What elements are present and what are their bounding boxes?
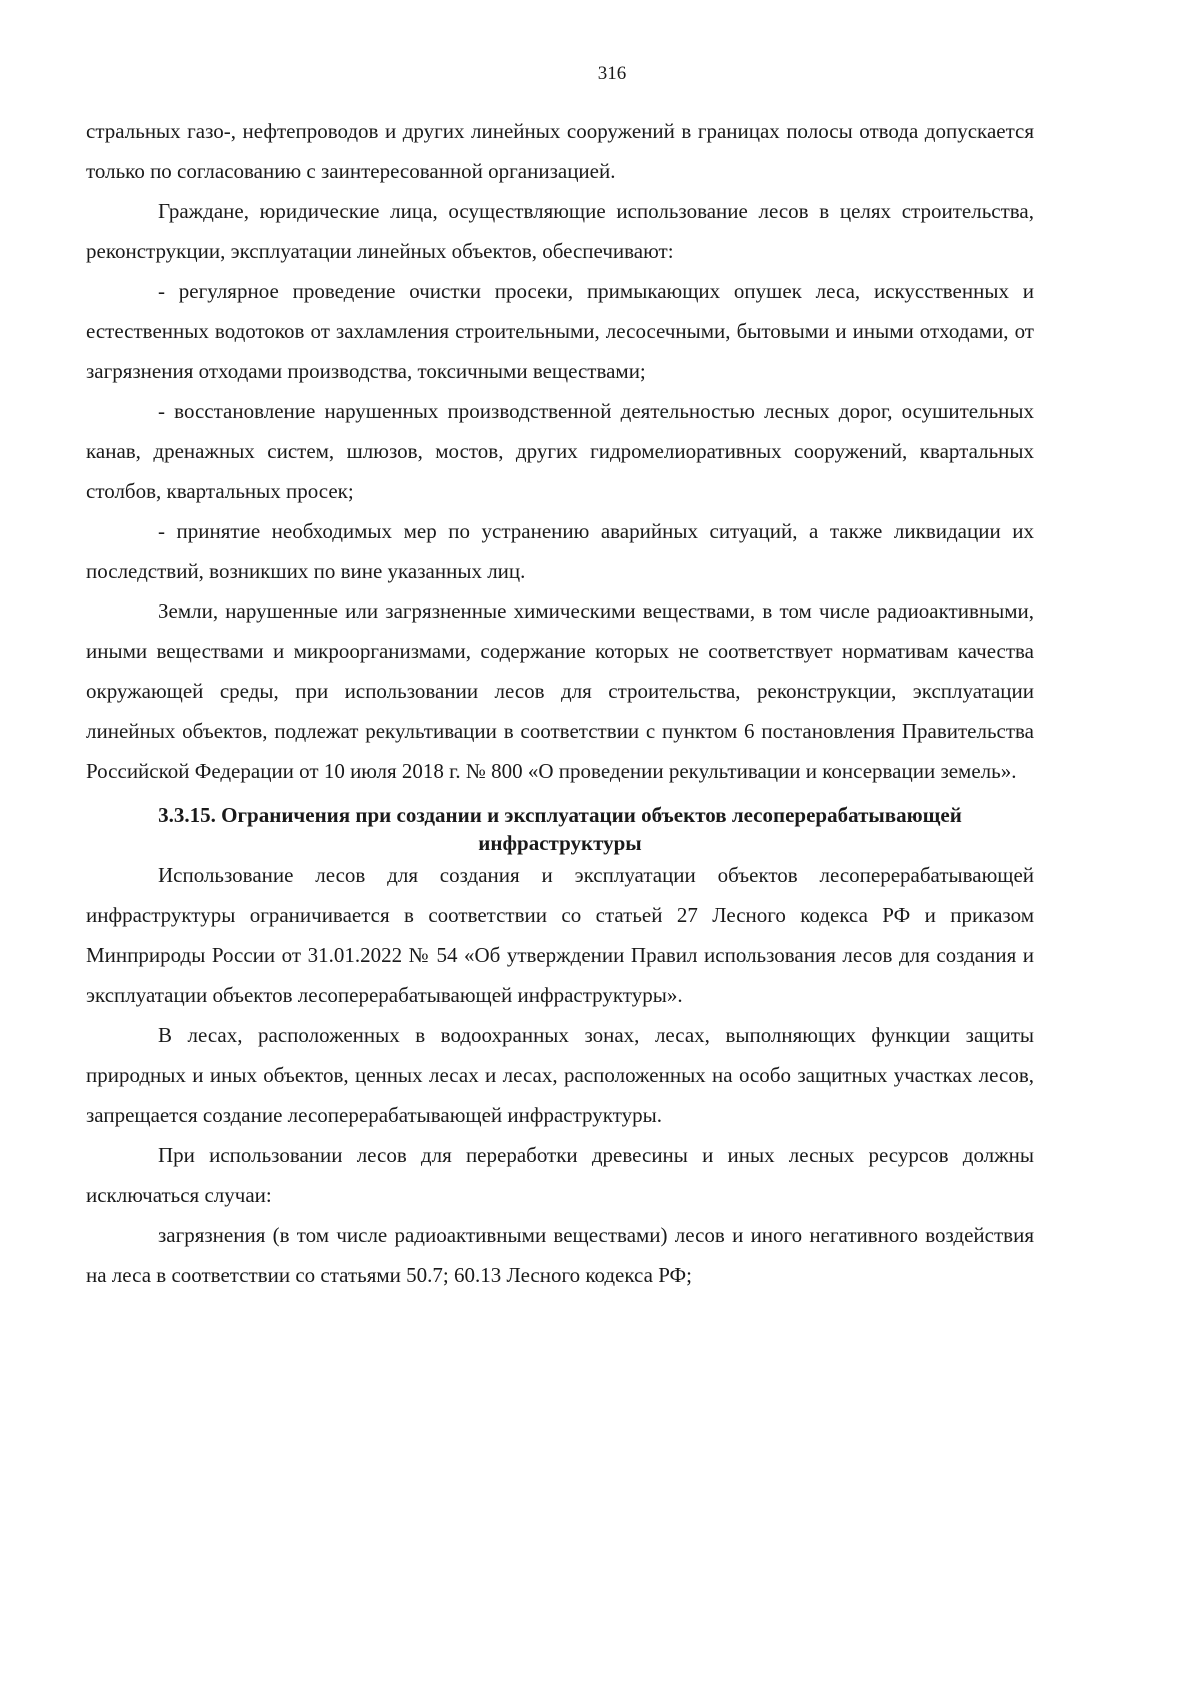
page-number: 316 — [597, 63, 627, 84]
paragraph-recultivation: Земли, нарушенные или загрязненные химическими веществами, в том числе радиоактивными, иными веществами и микроорганизмами, содержание которых не соответствует нормативам качества окружающей среды, при использовании лесов для строительства, реконструкции, эксплуатации линейных объектов, подлежат рекультивации в соответствии с пунктом 6 постановления Правительства Российской Федерации от 10 июля 2018 г. № 800 «О проведении рекультивации и консервации земель». — [86, 599, 1034, 783]
list-item-restoration: - восстановление нарушенных производственной деятельностью лесных дорог, осушительных канав, дренажных систем, шлюзов, мостов, других гидромелиоративных сооружений, квартальных столбов, квартальных просек; — [86, 399, 1034, 503]
paragraph-pollution: загрязнения (в том числе радиоактивными веществами) лесов и иного негативного воздействия на леса в соответствии со статьями 50.7; 60.13 Лесного кодекса РФ; — [86, 1223, 1034, 1287]
list-item-clearing: - регулярное проведение очистки просеки, примыкающих опушек леса, искусственных и естественных водотоков от захламления строительными, лесосечными, бытовыми и иными отходами, от загрязнения отходами производства, токсичными веществами; — [86, 279, 1034, 383]
paragraph-prohibition: В лесах, расположенных в водоохранных зонах, лесах, выполняющих функции защиты природных и иных объектов, ценных лесах и лесах, расположенных на особо защитных участках лесов, запрещается создание лесоперерабатывающей инфраструктуры. — [86, 1023, 1034, 1127]
list-item-emergency: - принятие необходимых мер по устранению аварийных ситуаций, а также ликвидации их последствий, возникших по вине указанных лиц. — [86, 519, 1034, 583]
section-heading: 3.3.15. Ограничения при создании и эксплуатации объектов лесоперерабатывающей инфраструктуры — [158, 803, 962, 855]
paragraph-continuation: стральных газо-, нефтепроводов и других линейных сооружений в границах полосы отвода допускается только по согласованию с заинтересованной организацией. — [86, 119, 1034, 183]
document-body — [86, 111, 1034, 1295]
paragraph-obligations-intro: Граждане, юридические лица, осуществляющие использование лесов в целях строительства, реконструкции, эксплуатации линейных объектов, обеспечивают: — [86, 199, 1034, 263]
paragraph-infrastructure-use: Использование лесов для создания и эксплуатации объектов лесоперерабатывающей инфраструктуры ограничивается в соответствии со статьей 27 Лесного кодекса РФ и приказом Минприроды России от 31.01.2022 № 54 «Об утверждении Правил использования лесов для создания и эксплуатации объектов лесоперерабатывающей инфраструктуры». — [86, 863, 1034, 1007]
paragraph-exclusions-intro: При использовании лесов для переработки древесины и иных лесных ресурсов должны исключаться случаи: — [86, 1143, 1034, 1207]
